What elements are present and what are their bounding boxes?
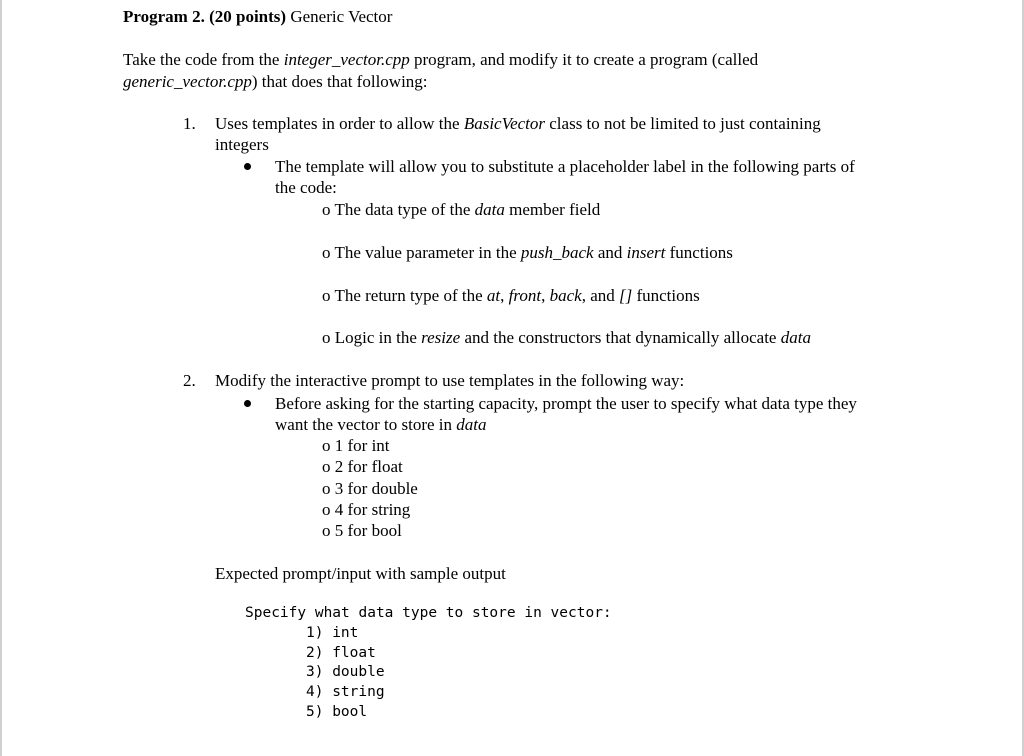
sub-text: functions [632, 286, 700, 305]
sub-text: Logic in the [330, 328, 422, 347]
sub-text: The value parameter in the [330, 243, 521, 262]
code-line: 3) double [306, 664, 385, 680]
bullet-text: want the vector to store in [275, 415, 457, 434]
intro-file-1: integer_vector.cpp [283, 50, 410, 69]
points-label: (20 points) [209, 7, 287, 26]
circle-marker-icon: o [322, 479, 331, 498]
sub-italic: data [780, 328, 811, 347]
item1-text-a: Uses templates in order to allow the [215, 114, 464, 133]
intro-file-2: generic_vector.cpp [123, 72, 252, 91]
option-item [322, 435, 390, 456]
option-text: 4 for string [330, 500, 411, 519]
bullet-icon [244, 400, 251, 407]
program-label: Program 2. [123, 7, 205, 26]
sub-italic: insert [626, 243, 666, 262]
sub-text: , [541, 286, 550, 305]
code-line: 1) int [306, 625, 359, 641]
item1-text-b: class to not be limited to just containing [545, 114, 821, 133]
circle-marker-icon: o [322, 286, 331, 305]
bullet-italic: data [456, 415, 487, 434]
sub-italic: at [486, 286, 501, 305]
item1-sub-2 [322, 242, 733, 263]
code-line: 4) string [306, 684, 385, 700]
sub-italic: back [549, 286, 582, 305]
item2-line-1: Modify the interactive prompt to use templates in the following way: [215, 371, 685, 390]
item1-class-name: BasicVector [463, 114, 546, 133]
intro-line-2 [123, 71, 428, 92]
item1-bullet-line-2: the code: [275, 178, 337, 197]
sub-text: The return type of the [330, 286, 487, 305]
item1-number: 1. [183, 114, 196, 133]
sub-text: , [500, 286, 509, 305]
option-text: 3 for double [330, 479, 418, 498]
circle-marker-icon: o [322, 200, 331, 219]
option-text: 1 for int [330, 436, 390, 455]
sub-text: functions [665, 243, 733, 262]
circle-marker-icon: o [322, 521, 331, 540]
sub-text: , and [581, 286, 619, 305]
circle-marker-icon: o [322, 436, 331, 455]
code-prompt: Specify what data type to store in vector: [245, 605, 612, 621]
sub-text: member field [504, 200, 601, 219]
item2-bullet-line-1: Before asking for the starting capacity, prompt the user to specify what data type they [275, 394, 857, 413]
sub-italic: front [508, 286, 542, 305]
code-line: 2) float [306, 645, 376, 661]
program-heading [123, 6, 392, 27]
option-item [322, 478, 418, 499]
option-text: 5 for bool [330, 521, 402, 540]
page-border-left [0, 0, 2, 756]
sub-italic: push_back [520, 243, 594, 262]
option-item [322, 456, 403, 477]
item1-sub-3 [322, 285, 700, 306]
item2-number: 2. [183, 371, 196, 390]
item1-sub-1 [322, 199, 600, 220]
bullet-icon [244, 163, 251, 170]
sub-text: and the constructors that dynamically allocate [460, 328, 781, 347]
sub-text: The data type of the [330, 200, 475, 219]
item1-line-1 [215, 113, 821, 134]
circle-marker-icon: o [322, 457, 331, 476]
intro-text-3: ) that does that following: [251, 72, 428, 91]
option-item [322, 520, 402, 541]
circle-marker-icon: o [322, 328, 331, 347]
sub-italic: resize [421, 328, 461, 347]
item1-bullet-line-1: The template will allow you to substitute a placeholder label in the following parts of [275, 157, 855, 176]
intro-text-2: program, and modify it to create a program (called [409, 50, 759, 69]
item1-sub-4 [322, 327, 811, 348]
intro-line-1 [123, 49, 758, 70]
sub-italic: [] [618, 286, 633, 305]
intro-text-1: Take the code from the [123, 50, 284, 69]
circle-marker-icon: o [322, 500, 331, 519]
sub-text: and [593, 243, 627, 262]
code-line: 5) bool [306, 704, 368, 720]
sub-italic: data [474, 200, 505, 219]
option-text: 2 for float [330, 457, 403, 476]
option-item [322, 499, 410, 520]
program-title: Generic Vector [290, 7, 393, 26]
item2-bullet-line-2 [275, 414, 487, 435]
item1-line-2: integers [215, 135, 269, 154]
expected-output-label: Expected prompt/input with sample output [215, 564, 506, 583]
circle-marker-icon: o [322, 243, 331, 262]
